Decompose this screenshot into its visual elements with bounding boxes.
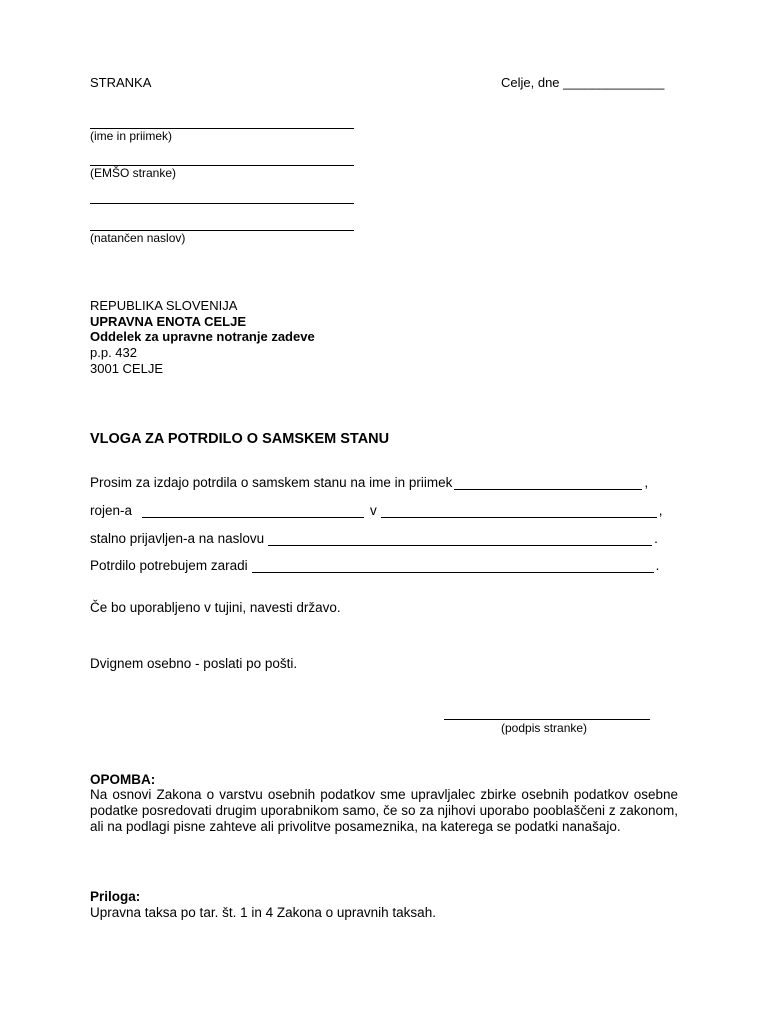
form-row-name-end: , bbox=[644, 475, 649, 490]
signature-caption: (podpis stranke) bbox=[501, 721, 588, 735]
attachment-text: Upravna taksa po tar. št. 1 in 4 Zakona o upravnih taksah. bbox=[90, 905, 436, 920]
form-row-birth bbox=[90, 503, 663, 518]
date-blank[interactable]: ______________ bbox=[563, 75, 665, 90]
name-field-caption: (ime in priimek) bbox=[90, 129, 173, 143]
form-row-address bbox=[90, 531, 658, 546]
signature-line[interactable] bbox=[444, 719, 650, 720]
recipient-department: Oddelek za upravne notranje zadeve bbox=[90, 329, 315, 344]
document-title: VLOGA ZA POTRDILO O SAMSKEM STANU bbox=[90, 431, 390, 447]
recipient-office: UPRAVNA ENOTA CELJE bbox=[90, 314, 247, 329]
attachment-heading: Priloga: bbox=[90, 889, 141, 904]
form-row-address-label: stalno prijavljen-a na naslovu bbox=[90, 531, 265, 546]
birth-place-field[interactable] bbox=[381, 505, 657, 518]
recipient-republic: REPUBLIKA SLOVENIJA bbox=[90, 298, 238, 313]
form-row-address-end: . bbox=[654, 531, 658, 546]
remark-text: Na osnovi Zakona o varstvu osebnih podatkov sme upravljalec zbirke osebnih podatkov osebne podatke posredovati drugim uporabnikom samo, če so za njihovi uporabo pooblaščeni z zakonom, ali na podlagi pisne zahteve ali privolitve posameznika, na katerega se podatki nanašajo. bbox=[90, 787, 678, 834]
form-row-purpose bbox=[90, 558, 659, 573]
recipient-po-box: p.p. 432 bbox=[90, 345, 137, 360]
remark-heading: OPOMBA: bbox=[90, 772, 156, 787]
form-row-birth-label: rojen-a bbox=[90, 503, 133, 518]
form-row-purpose-label: Potrdilo potrebujem zaradi bbox=[90, 558, 248, 573]
party-label: STRANKA bbox=[90, 75, 152, 90]
form-row-birth-mid: v bbox=[370, 503, 377, 518]
delivery-option[interactable]: Dvignem osebno - poslati po pošti. bbox=[90, 656, 298, 671]
purpose-field[interactable] bbox=[252, 560, 654, 573]
birth-date-field[interactable] bbox=[142, 505, 364, 518]
form-row-name-label: Prosim za izdajo potrdila o samskem stanu na ime in priimek bbox=[90, 475, 453, 490]
form-row-name bbox=[90, 475, 648, 490]
permanent-address-field[interactable] bbox=[268, 533, 652, 546]
emso-field-caption: (EMŠO stranke) bbox=[90, 166, 177, 180]
place-date-label bbox=[501, 75, 664, 90]
address-field-line-1[interactable] bbox=[90, 203, 354, 204]
place-date-text: Celje, dne bbox=[501, 75, 560, 90]
form-row-birth-end: , bbox=[658, 503, 663, 518]
foreign-use-note: Če bo uporabljeno v tujini, navesti državo. bbox=[90, 600, 341, 615]
full-name-field[interactable] bbox=[454, 477, 642, 490]
recipient-city: 3001 CELJE bbox=[90, 361, 163, 376]
address-field-caption: (natančen naslov) bbox=[90, 231, 186, 245]
form-row-purpose-end: . bbox=[655, 558, 660, 573]
